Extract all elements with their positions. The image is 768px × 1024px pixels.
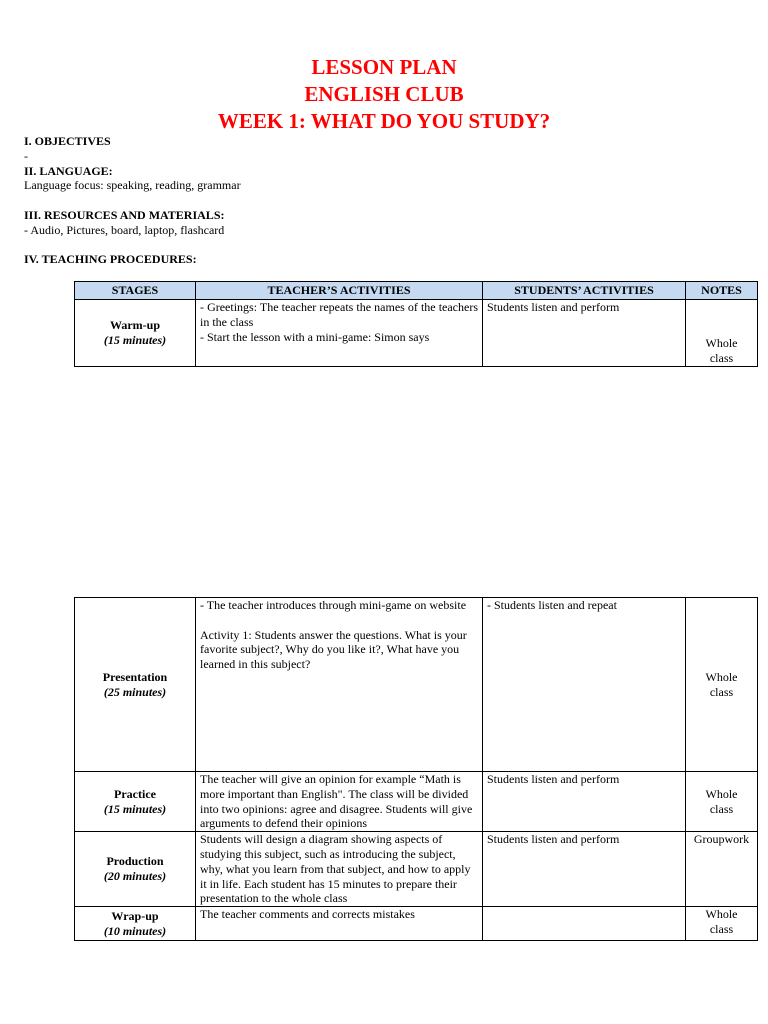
- table-row-practice: [75, 772, 758, 832]
- stage-duration: (25 minutes): [103, 684, 167, 699]
- stage-name: Practice: [114, 786, 156, 801]
- objectives-heading: I. OBJECTIVES: [24, 134, 111, 148]
- language-heading: II. LANGUAGE:: [24, 163, 113, 178]
- table-row-presentation: [75, 598, 758, 772]
- stage-name: Production: [106, 854, 164, 869]
- stage-name: Warm-up: [109, 318, 160, 333]
- teacher-activity-cell: Students will design a diagram showing aspects of studying this subject, such as introducing the subject, why, what you learn from that subject, and how to apply it in life. Each student has 15 minutes to prepare their presentation to the whole class: [196, 832, 483, 907]
- header-notes: NOTES: [686, 282, 758, 300]
- procedures-table-part-2: [74, 597, 758, 941]
- table-row-warmup: [75, 300, 758, 367]
- notes-cell: [686, 907, 758, 941]
- notes-cell: [686, 598, 758, 772]
- table-row-wrapup: [75, 907, 758, 941]
- procedures-table-part-1: [74, 281, 758, 367]
- teacher-activity-cell: The teacher will give an opinion for example “Math is more important than English". The class will be divided into two opinions: agree and disagree. Students will give arguments to defend their opinions: [196, 772, 483, 832]
- students-activity-cell: Students listen and perform: [483, 772, 686, 832]
- document-title: [0, 54, 768, 135]
- notes-text: Whole: [705, 336, 738, 351]
- language-text: Language focus: speaking, reading, grammar: [24, 178, 241, 193]
- notes-text: Whole: [705, 786, 738, 801]
- header-teacher-activities: TEACHER’S ACTIVITIES: [196, 282, 483, 300]
- stage-duration: (15 minutes): [103, 333, 167, 347]
- table-row-production: [75, 832, 758, 907]
- notes-cell: Groupwork: [686, 832, 758, 907]
- teacher-activity-text: - The teacher introduces through mini-game on website: [200, 598, 467, 612]
- stage-cell: [75, 907, 196, 941]
- objectives-text: -: [24, 148, 28, 163]
- stage-name: Presentation: [102, 669, 168, 684]
- teacher-activity-cell: [196, 598, 483, 772]
- stage-cell: [75, 772, 196, 832]
- resources-text: - Audio, Pictures, board, laptop, flashcard: [24, 222, 225, 237]
- students-activity-cell: [483, 907, 686, 941]
- notes-text: Whole: [705, 669, 738, 684]
- resources-heading: III. RESOURCES AND MATERIALS:: [24, 207, 225, 222]
- stage-cell: [75, 832, 196, 907]
- title-line-1: LESSON PLAN: [311, 55, 457, 79]
- stage-duration: (20 minutes): [103, 869, 167, 884]
- stage-cell: [75, 300, 196, 367]
- teacher-activity-cell: [196, 300, 483, 367]
- teacher-activity-cell: The teacher comments and corrects mistakes: [196, 907, 483, 941]
- teacher-activity-text: - Start the lesson with a mini-game: Simon says: [200, 329, 430, 344]
- procedures-heading: IV. TEACHING PROCEDURES:: [24, 252, 197, 267]
- notes-text: Whole: [705, 907, 738, 922]
- notes-text: class: [709, 921, 734, 936]
- stage-duration: (15 minutes): [103, 801, 167, 816]
- teacher-activity-text: - Greetings: The teacher repeats the names of the teachers in the class: [200, 300, 478, 329]
- teacher-activity-text: Activity 1: Students answer the questions. What is your favorite subject?, Why do you like it?, What have you learned in this subject?: [200, 627, 467, 672]
- notes-cell: [686, 300, 758, 367]
- notes-text: class: [709, 684, 734, 699]
- header-students-activities: STUDENTS’ ACTIVITIES: [483, 282, 686, 300]
- students-activity-cell: Students listen and perform: [483, 832, 686, 907]
- title-line-2: ENGLISH CLUB: [304, 82, 464, 106]
- stage-duration: (10 minutes): [103, 923, 167, 938]
- students-activity-cell: - Students listen and repeat: [483, 598, 686, 772]
- table-header-row: [75, 282, 758, 300]
- lesson-sections: [24, 134, 744, 267]
- title-line-3: WEEK 1: WHAT DO YOU STUDY?: [217, 109, 551, 133]
- stage-name: Wrap-up: [111, 908, 159, 923]
- notes-text: class: [709, 351, 734, 366]
- header-stages: STAGES: [75, 282, 196, 300]
- stage-cell: [75, 598, 196, 772]
- notes-text: class: [709, 801, 734, 816]
- notes-cell: [686, 772, 758, 832]
- students-activity-cell: Students listen and perform: [483, 300, 686, 367]
